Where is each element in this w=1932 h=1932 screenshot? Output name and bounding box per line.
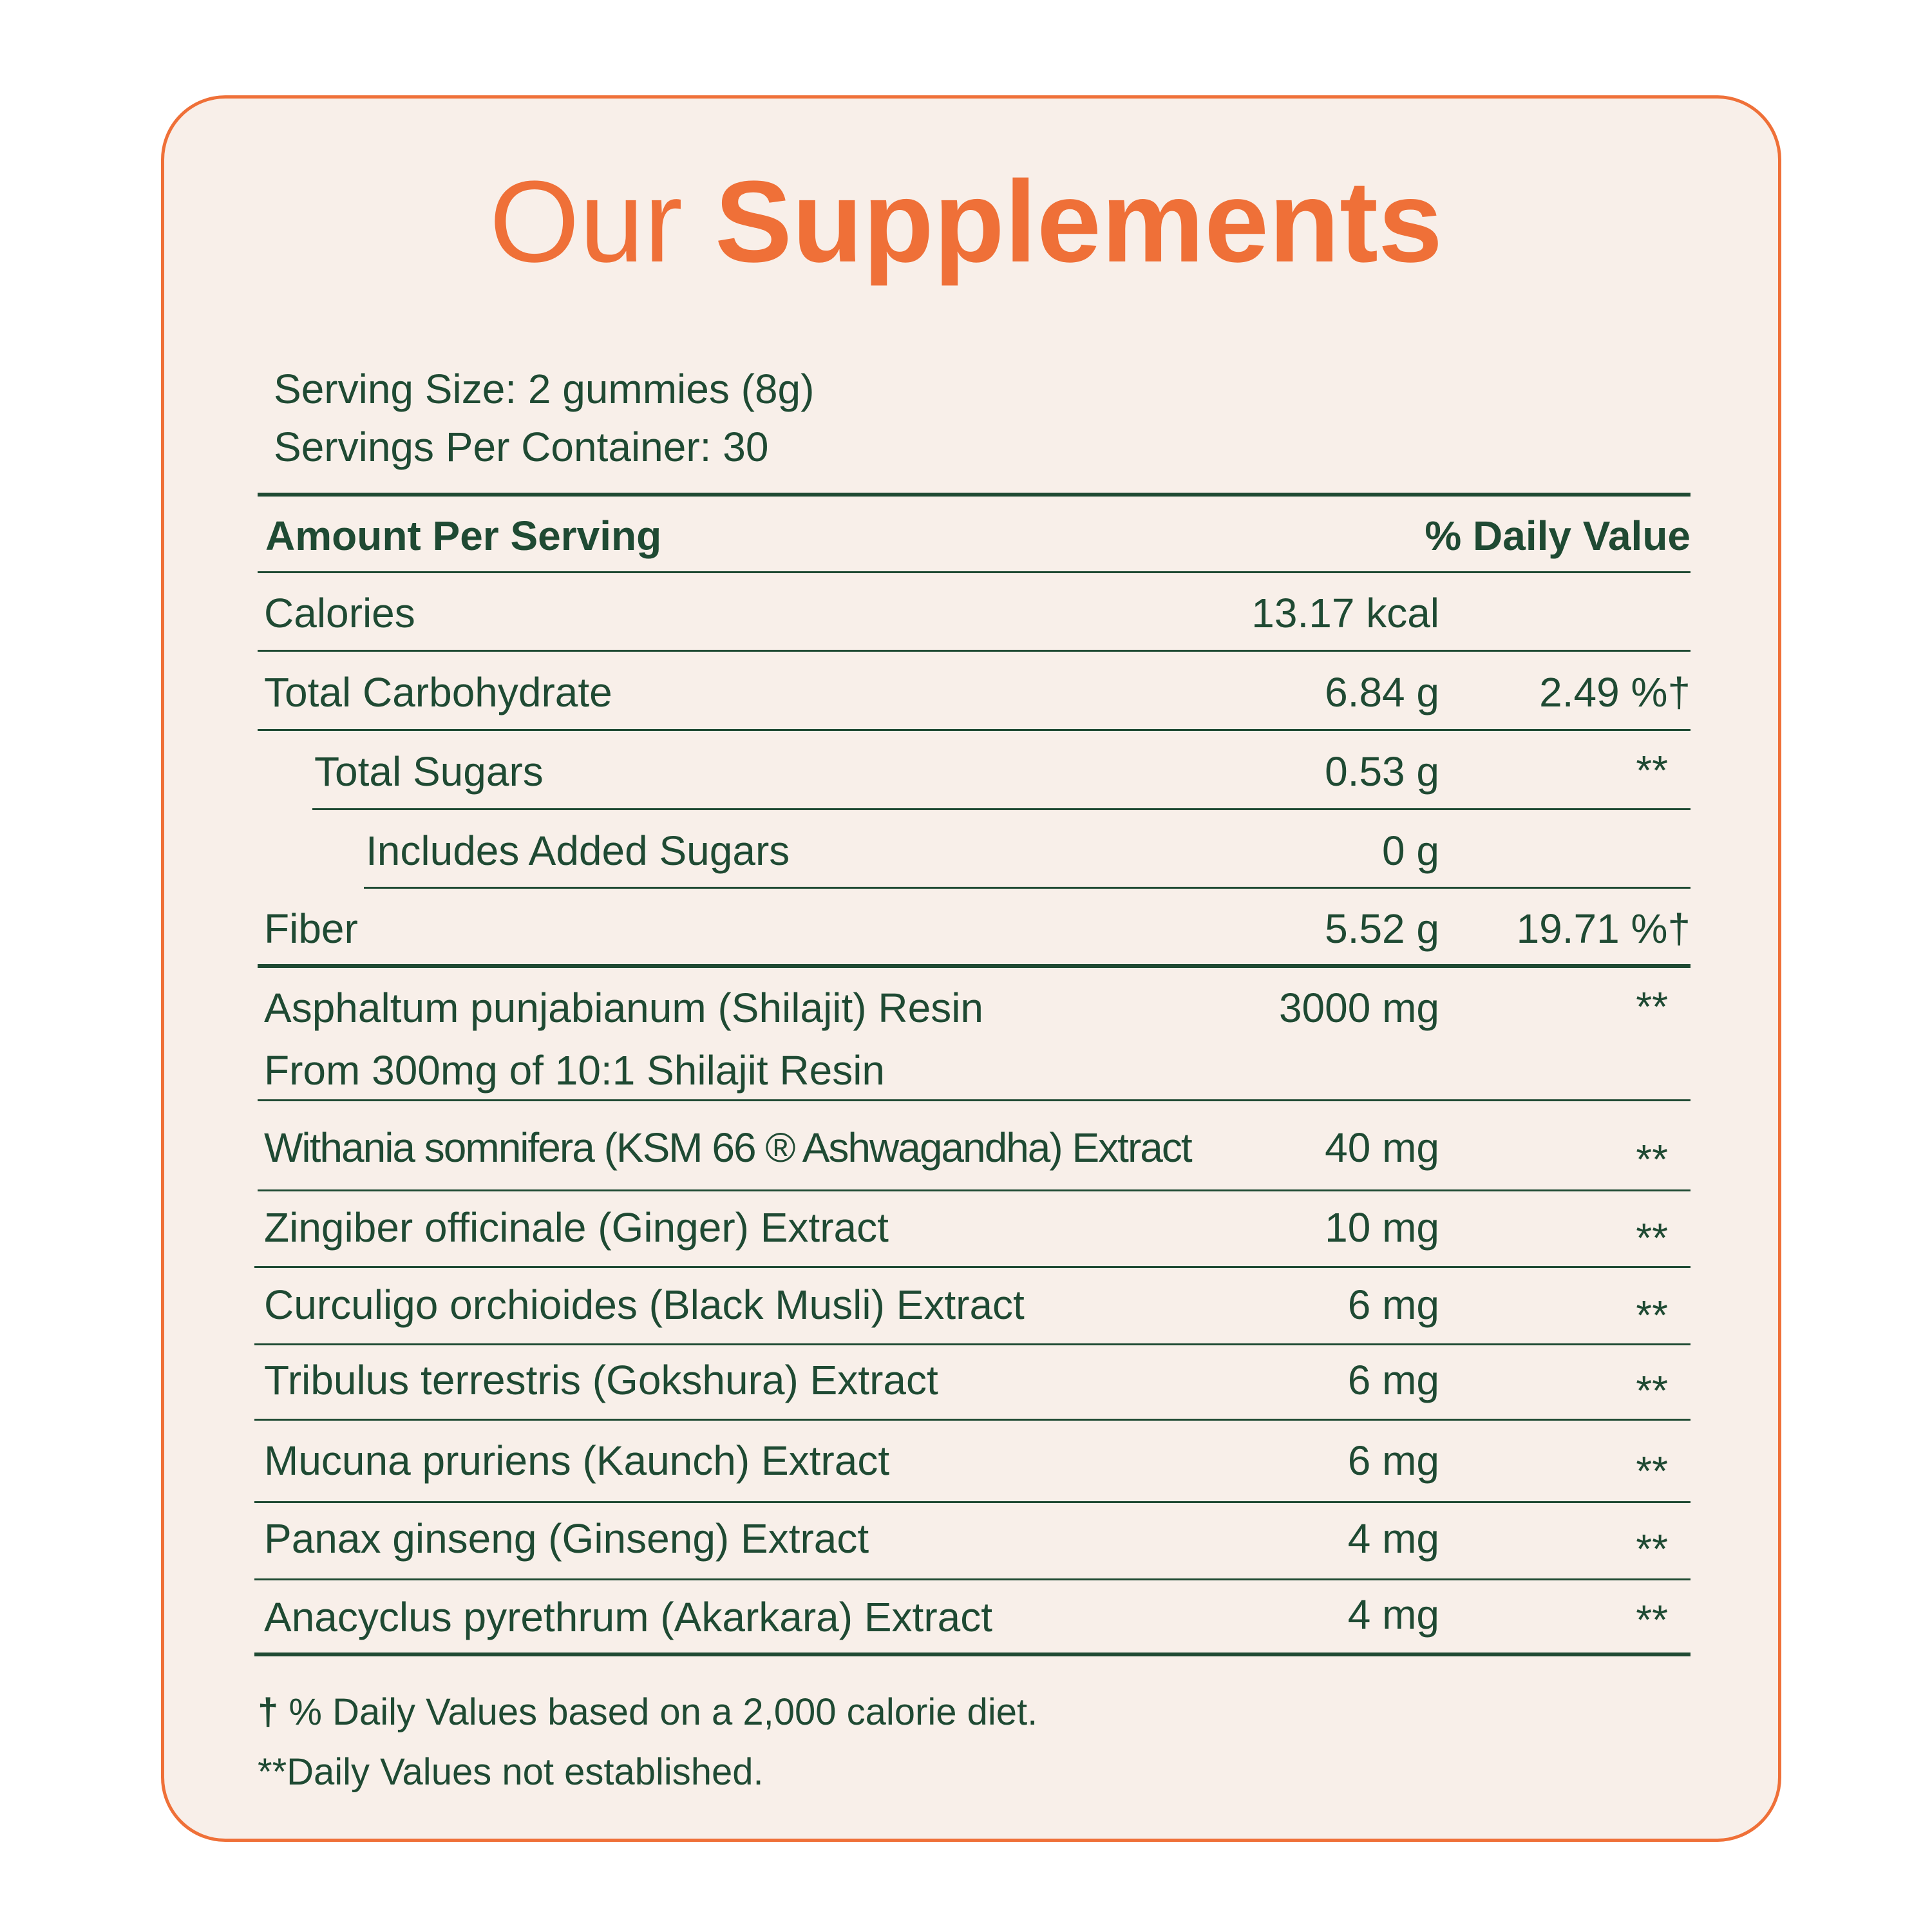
ingredient-daily-value: **: [1636, 1215, 1668, 1261]
ingredient-amount: 4 mg: [1347, 1591, 1439, 1638]
nutrient-daily-value: 2.49 %†: [1539, 669, 1690, 715]
ingredient-daily-value: **: [1636, 1136, 1668, 1182]
nutrient-amount: 6.84 g: [1325, 669, 1439, 715]
ingredient-daily-value: **: [1636, 1448, 1668, 1494]
dagger-symbol: †: [258, 1691, 279, 1733]
nutrient-name: Total Carbohydrate: [264, 669, 612, 715]
ingredient-name: Withania somnifera (KSM 66 ® Ashwagandha) Extract: [264, 1124, 1191, 1171]
ingredient-name: Anacyclus pyrethrum (Akarkara) Extract: [264, 1594, 992, 1640]
daily-value-footnote: [258, 1691, 1038, 1733]
ingredient-daily-value: **: [1636, 1292, 1668, 1338]
daily-value-header: % Daily Value: [1425, 513, 1690, 559]
row-divider: [254, 1343, 1690, 1345]
serving-size: Serving Size: 2 gummies (8g): [274, 366, 815, 412]
ingredient-name: Zingiber officinale (Ginger) Extract: [264, 1204, 889, 1251]
ingredient-daily-value: **: [1636, 1526, 1668, 1572]
ingredient-amount: 6 mg: [1347, 1357, 1439, 1403]
row-divider: [258, 1099, 1690, 1101]
ingredient-amount: 40 mg: [1325, 1124, 1439, 1171]
amount-per-serving-header: Amount Per Serving: [265, 513, 662, 559]
ingredient-amount: 4 mg: [1347, 1515, 1439, 1562]
title-light: Our: [489, 157, 683, 287]
row-divider: [364, 887, 1690, 889]
ingredient-amount: 6 mg: [1347, 1282, 1439, 1328]
thick-section-rule: [258, 964, 1690, 968]
header-rule: [258, 571, 1690, 573]
nutrient-amount: 0.53 g: [1325, 748, 1439, 795]
nutrient-daily-value: **: [1636, 747, 1668, 793]
ingredient-name: Asphaltum punjabianum (Shilajit) Resin: [264, 985, 983, 1031]
nutrient-name: Calories: [264, 590, 415, 636]
row-divider: [258, 650, 1690, 652]
row-divider: [258, 729, 1690, 731]
ingredient-daily-value: **: [1636, 1367, 1668, 1414]
panel-title: [0, 157, 1932, 287]
row-divider: [254, 1578, 1690, 1580]
nutrient-name: Includes Added Sugars: [366, 828, 790, 874]
ingredient-amount: 3000 mg: [1278, 985, 1439, 1031]
row-divider: [254, 1419, 1690, 1421]
nutrient-amount: 0 g: [1382, 828, 1439, 874]
top-rule: [258, 493, 1690, 497]
nutrient-name: Total Sugars: [314, 748, 544, 795]
ingredient-name: Tribulus terrestris (Gokshura) Extract: [264, 1357, 938, 1403]
row-divider: [254, 1501, 1690, 1503]
row-divider: [312, 808, 1690, 810]
ingredient-name: Mucuna pruriens (Kaunch) Extract: [264, 1437, 890, 1484]
servings-per-container: Servings Per Container: 30: [274, 424, 769, 470]
nutrient-name: Fiber: [264, 905, 358, 952]
title-bold: Supplements: [714, 157, 1443, 287]
ingredient-amount: 10 mg: [1325, 1204, 1439, 1251]
nutrient-amount: 13.17 kcal: [1251, 590, 1439, 636]
ingredient-subname: From 300mg of 10:1 Shilajit Resin: [264, 1047, 885, 1094]
not-established-footnote: **Daily Values not established.: [258, 1751, 764, 1793]
row-divider: [254, 1266, 1690, 1268]
ingredient-amount: 6 mg: [1347, 1437, 1439, 1484]
ingredient-daily-value: **: [1636, 983, 1668, 1030]
ingredient-name: Panax ginseng (Ginseng) Extract: [264, 1515, 869, 1562]
bottom-rule: [254, 1653, 1690, 1656]
daily-value-note: % Daily Values based on a 2,000 calorie diet.: [289, 1691, 1038, 1733]
nutrient-amount: 5.52 g: [1325, 905, 1439, 952]
ingredient-name: Curculigo orchioides (Black Musli) Extract: [264, 1282, 1025, 1328]
ingredient-daily-value: **: [1636, 1596, 1668, 1643]
nutrient-daily-value: 19.71 %†: [1516, 905, 1690, 952]
row-divider: [258, 1189, 1690, 1191]
